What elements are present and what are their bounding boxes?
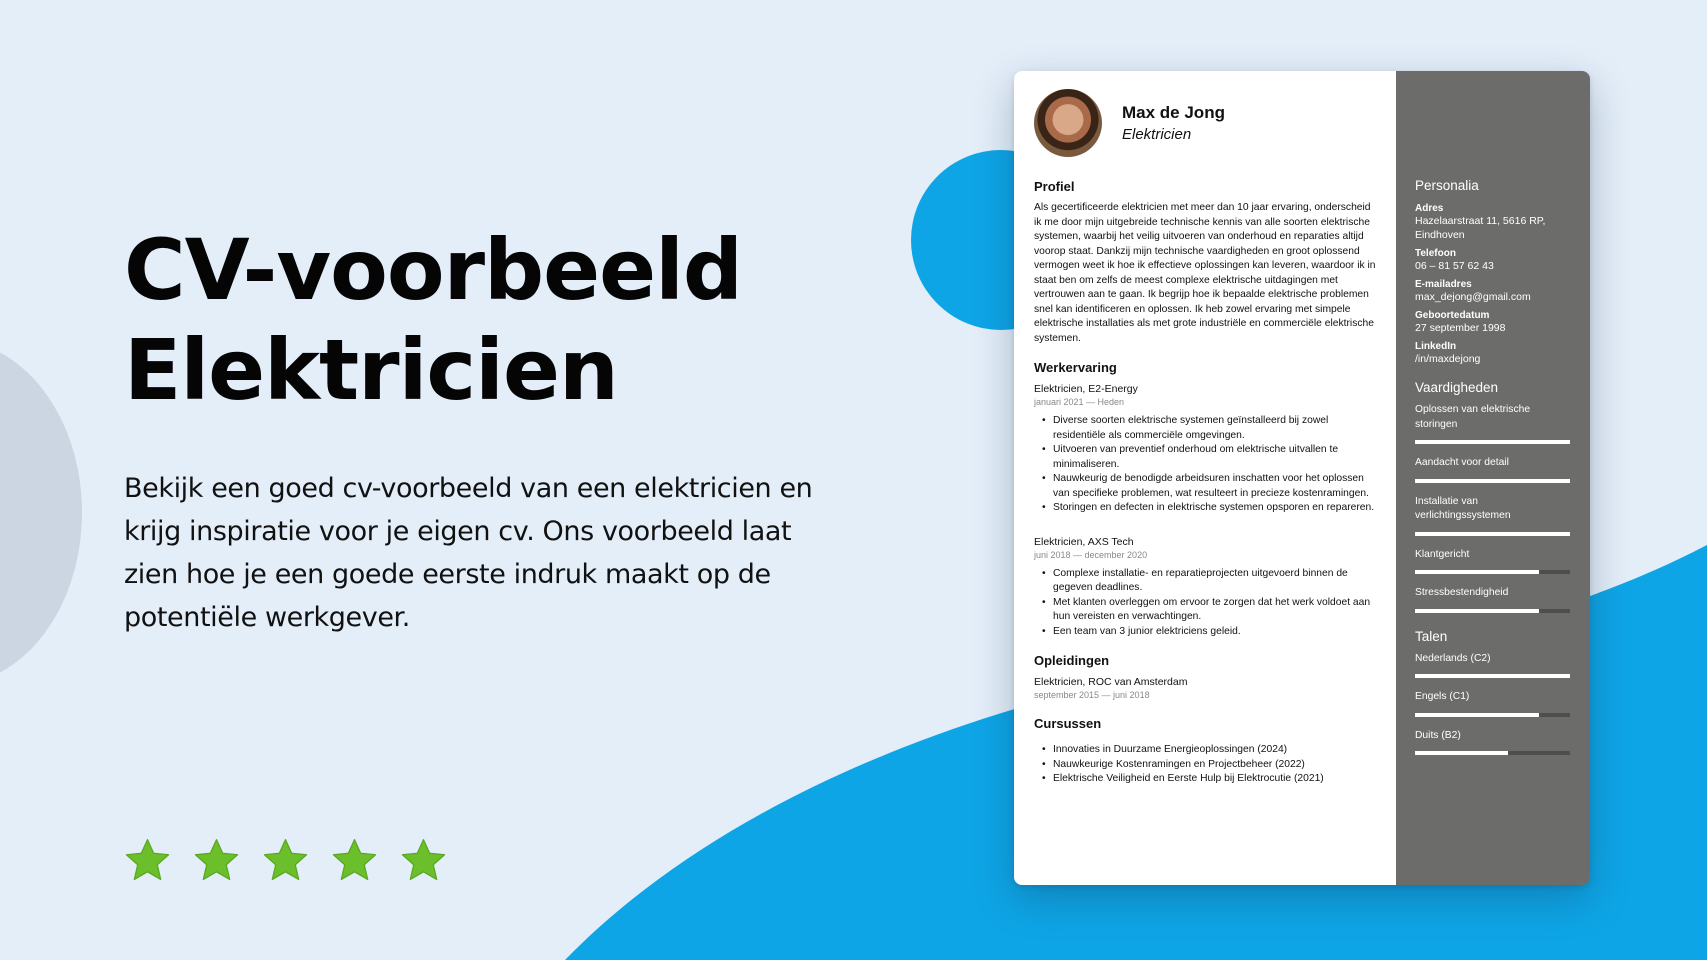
list-item: • Storingen en defecten in elektrische systemen opsporen en repareren. (1034, 501, 1376, 516)
profile-text: Als gecertificeerde elektricien met meer dan 10 jaar ervaring, onderscheid ik me door mijn uitgebreide technische kennis van alle soorten elektrische systemen, waarbij het veilig uitvoeren van onderhoud en reparaties altijd voorop staat. Dankzij mijn technische vaardigheden en groot oplossend vermogen weet ik hoe ik effectieve oplossingen kan leveren, waardoor ik in staat ben om zelfs de meest complexe elektrische uitdagingen met vertrouwen aan te gaan. Ik begrijp hoe ik bepaalde elektrische problemen snel kan identificeren en oplossen. Ik heb zowel ervaring met simpele elektrische installaties als met grote industriële en commerciële elektrische systemen. (1034, 202, 1376, 344)
cv-header (1034, 89, 1376, 157)
list-item: • Diverse soorten elektrische systemen geïnstalleerd bij zowel residentiële als commerciële omgevingen. (1034, 414, 1376, 443)
skill-label: Klantgericht (1415, 548, 1470, 560)
skill-label: Installatie van verlichtingssystemen (1415, 495, 1511, 521)
job-bullets (1034, 414, 1376, 516)
personal-field (1415, 279, 1570, 304)
language-bar (1415, 674, 1570, 678)
skill-bar (1415, 570, 1570, 574)
section-heading-education: Opleidingen (1034, 653, 1110, 668)
skill-bar (1415, 609, 1570, 613)
list-item: • Nauwkeurige Kostenramingen en Projectbeheer (2022) (1034, 758, 1376, 773)
skill-item (1415, 586, 1570, 613)
job-title: Elektricien, AXS Tech (1034, 535, 1134, 548)
list-item: • Innovaties in Duurzame Energieoplossingen (2024) (1034, 743, 1376, 758)
hero-heading (124, 220, 742, 420)
field-label: E-mailadres (1415, 279, 1472, 290)
job-entry (1034, 536, 1376, 640)
skill-label: Aandacht voor detail (1415, 457, 1509, 468)
list-item: • Elektrische Veiligheid en Eerste Hulp bij Elektrocutie (2021) (1034, 772, 1376, 787)
skill-item (1415, 548, 1570, 575)
language-bar (1415, 751, 1570, 755)
personal-field (1415, 310, 1570, 335)
star-icon (191, 835, 242, 886)
skill-bar (1415, 479, 1570, 483)
field-value: /in/maxdejong (1415, 353, 1481, 365)
job-entry (1034, 383, 1376, 516)
section-heading-experience: Werkervaring (1034, 360, 1117, 375)
skill-item (1415, 403, 1570, 444)
job-bullets (1034, 567, 1376, 640)
skill-label: Oplossen van elektrische storingen (1415, 404, 1531, 430)
list-item: • Nauwkeurig de benodigde arbeidsuren inschatten voor het oplossen van specifieke problemen, wat resulteert in precieze kostenramingen. (1034, 472, 1376, 501)
education-dates: september 2015 — juni 2018 (1034, 690, 1150, 700)
language-item (1415, 652, 1570, 679)
field-label: Telefoon (1415, 248, 1456, 259)
star-icon (398, 835, 449, 886)
field-value: 27 september 1998 (1415, 322, 1506, 334)
section-heading-profile: Profiel (1034, 179, 1075, 194)
section-heading-languages: Talen (1415, 628, 1448, 644)
skill-bar (1415, 440, 1570, 444)
job-title: Elektricien, E2-Energy (1034, 383, 1138, 395)
hero-description: Bekijk een goed cv-voorbeeld van een elektricien en krijg inspiratie voor je eigen cv. Ons voorbeeld laat zien hoe je een goede eerste indruk maakt op de potentiële werkgever. (124, 473, 813, 633)
star-icon (260, 835, 311, 886)
cv-role: Elektricien (1122, 126, 1192, 143)
field-value: 06 – 81 57 62 43 (1415, 260, 1494, 272)
skill-item (1415, 495, 1570, 536)
language-label: Nederlands (C2) (1415, 652, 1491, 664)
list-item: • Uitvoeren van preventief onderhoud om elektrische uitvallen te minimaliseren. (1034, 443, 1376, 472)
list-item: • Met klanten overleggen om ervoor te zorgen dat het werk voldoet aan hun vereisten en verwachtingen. (1034, 596, 1376, 625)
personal-field (1415, 203, 1570, 242)
section-heading-skills: Vaardigheden (1415, 380, 1499, 395)
language-item (1415, 729, 1570, 756)
cv-main-column (1014, 71, 1396, 885)
list-item: • Een team van 3 junior elektriciens geleid. (1034, 625, 1376, 640)
star-icon (329, 835, 380, 886)
field-value: max_dejong@gmail.com (1415, 291, 1531, 303)
course-list (1034, 743, 1376, 787)
language-label: Duits (B2) (1415, 729, 1461, 741)
personal-field (1415, 341, 1570, 366)
skill-bar (1415, 532, 1570, 536)
star-icon (122, 835, 173, 886)
field-label: LinkedIn (1415, 341, 1457, 352)
section-heading-personal: Personalia (1415, 178, 1479, 193)
cv-sidebar (1396, 71, 1590, 885)
job-dates: juni 2018 — december 2020 (1034, 549, 1148, 560)
personal-field (1415, 248, 1570, 273)
job-dates: januari 2021 — Heden (1034, 397, 1125, 407)
cv-name: Max de Jong (1122, 103, 1225, 122)
section-heading-courses: Cursussen (1034, 716, 1102, 731)
education-title: Elektricien, ROC van Amsterdam (1034, 676, 1188, 688)
language-item (1415, 690, 1570, 717)
skill-item (1415, 456, 1570, 483)
list-item: • Complexe installatie- en reparatieprojecten uitgevoerd binnen de gegeven deadlines. (1034, 567, 1376, 596)
hero-title-line2: Elektricien (124, 321, 618, 419)
language-bar (1415, 713, 1570, 717)
field-label: Geboortedatum (1415, 310, 1490, 321)
rating-stars (122, 835, 449, 886)
avatar (1034, 89, 1102, 157)
skill-label: Stressbestendigheid (1415, 587, 1509, 598)
field-value: Hazelaarstraat 11, 5616 RP, Eindhoven (1415, 215, 1546, 241)
language-label: Engels (C1) (1415, 691, 1470, 702)
cv-preview-card (1014, 71, 1590, 885)
hero-title-line1: CV-voorbeeld (124, 221, 742, 319)
field-label: Adres (1415, 203, 1444, 214)
